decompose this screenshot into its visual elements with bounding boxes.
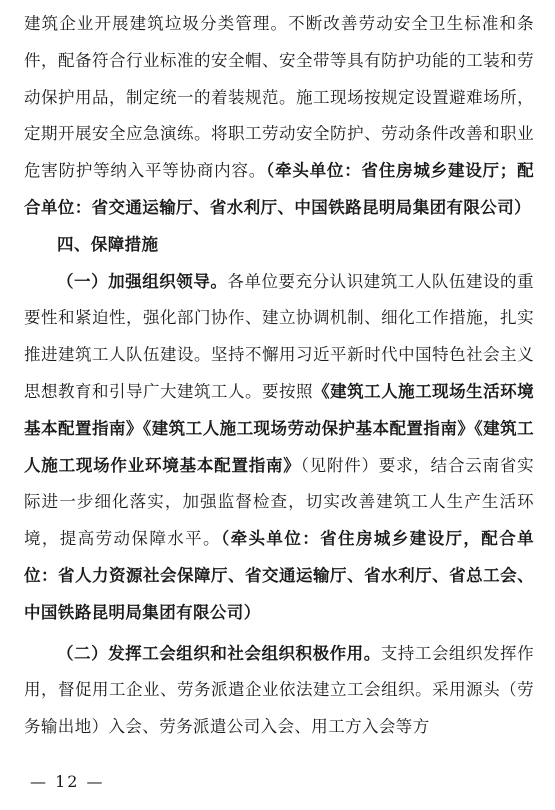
lead-unit-note: （牵头单位：省住房城乡建设厅；配合单位：省交通运输厅、省水利厅、中国铁路昆明局集团有限公司） — [24, 161, 534, 217]
paragraph-title: （二）发挥工会组织和社会组织积极作用。 — [57, 643, 381, 663]
paragraph-text: 支持工会组织发挥作用，督促用工企业、劳务派遣企业依法建立工会组织。采用源头（劳务输出地）入会、劳务派遣公司入会、用工方入会等方 — [24, 643, 534, 737]
document-page — [24, 6, 534, 746]
section-heading-safeguards: 四、保障措施 — [57, 234, 159, 254]
guide-title-work: 《建筑工人施工现场作业环境基本配置指南》 — [24, 418, 534, 475]
paragraph-union-role — [24, 636, 534, 746]
page-number: — 12 — — [30, 772, 105, 791]
paragraph-text: 建筑企业开展建筑垃圾分类管理。不断改善劳动安全卫生标准和条件，配备符合行业标准的安全帽、安全带等具有防护功能的工装和劳动保护用品，制定统一的着装规范。施工现场按规定设置避难场所，定期开展安全应急演练。将职工劳动安全防护、劳动条件改善和职业危害防护等纳入平等协商内容。 — [24, 14, 534, 181]
guide-title-living: 《建筑工人施工现场生活环境基本配置指南》 — [24, 381, 534, 438]
paragraph-safety-measures — [24, 6, 534, 227]
paragraph-text: 各单位要充分认识建筑工人队伍建设的重要性和紧迫性，强化部门协作、建立协调机制、细化工作措施，扎实推进建筑工人队伍建设。坚持不懈用习近平新时代中国特色社会主义思想教育和引导广大建筑工人。要按照 — [24, 271, 534, 401]
paragraph-title: （一）加强组织领导。 — [57, 271, 228, 291]
lead-unit-note: （牵头单位：省住房城乡建设厅，配合单位：省人力资源社会保障厅、省交通运输厅、省水利厅、省总工会、中国铁路昆明局集团有限公司） — [24, 529, 535, 622]
paragraph-organization-leadership — [24, 264, 534, 632]
guide-title-protection: 《建筑工人施工现场劳动保护基本配置指南》 — [142, 418, 475, 438]
paragraph-text-continued: （见附件）要求，结合云南省实际进一步细化落实，加强监督检查，切实改善建筑工人生产生活环境，提高劳动保障水平。 — [24, 455, 534, 549]
